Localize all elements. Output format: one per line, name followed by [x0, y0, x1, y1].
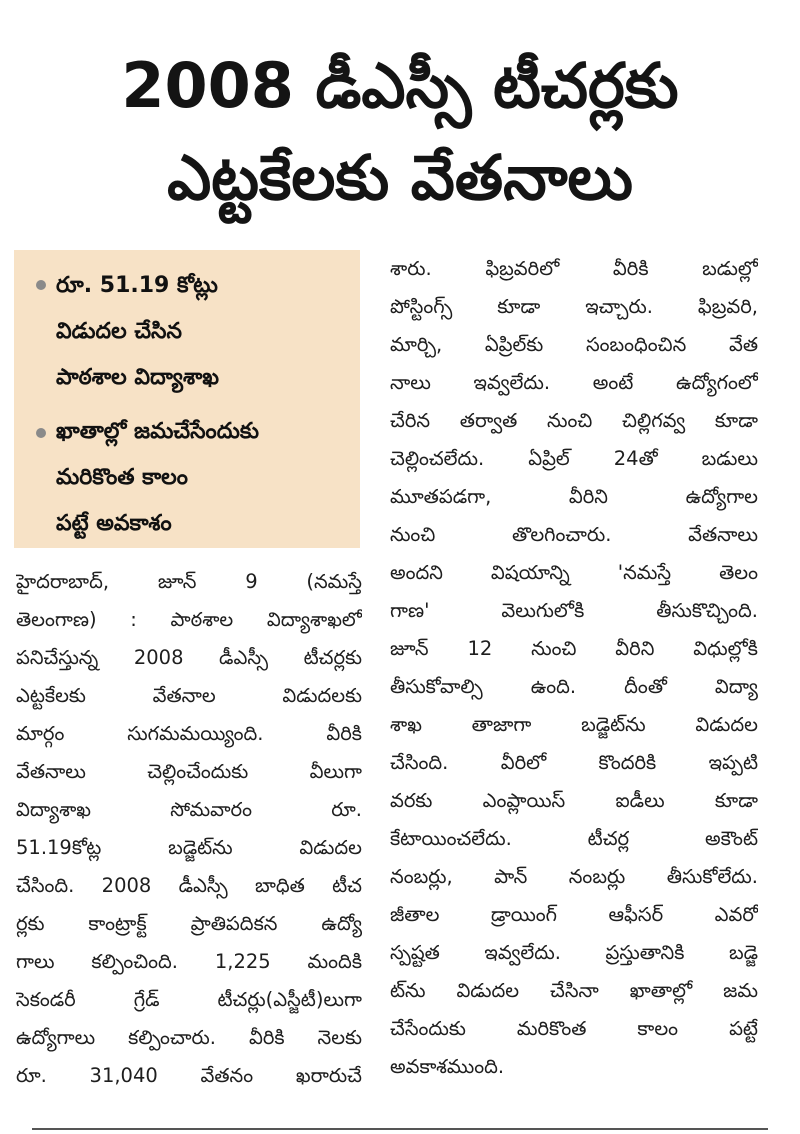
bottom-divider: [32, 1128, 768, 1130]
article-line: నాలు ఇవ్వలేదు. అంటే ఉద్యోగంలో: [390, 371, 758, 394]
highlight-1-line-1: రూ. 51.19 కోట్లు: [56, 273, 218, 298]
article-line: రూ. 31,040 వేతనం ఖరారుచే: [16, 1064, 362, 1087]
article-line: తీసుకోవాల్సి ఉంది. దీంతో విద్యా: [390, 675, 758, 698]
highlight-box: [14, 250, 360, 548]
highlight-1-line-2: విడుదల చేసిన: [56, 319, 182, 344]
article-line: హైదరాబాద్, జూన్ 9 (నమస్తే: [16, 570, 362, 593]
article-line: చేసింది. 2008 డీఎస్సీ బాధిత టీచ: [16, 874, 362, 897]
article-line: జూన్ 12 నుంచి వీరిని విధుల్లోకి: [390, 637, 758, 660]
article-line: శారు. ఫిబ్రవరిలో వీరికి బడుల్లో: [390, 257, 758, 280]
article-line: ట్‌ను విడుదల చేసినా ఖాతాల్లో జమ: [390, 979, 758, 1002]
article-line: మార్గం సుగమమయ్యింది. వీరికి: [16, 722, 362, 745]
article-line: వరకు ఎంప్లాయిస్ ఐడీలు కూడా: [390, 789, 758, 812]
article-line: అందని విషయాన్ని 'నమస్తే తెలం: [390, 561, 758, 584]
article-line: నంబర్లు, పాన్ నంబర్లు తీసుకోలేదు.: [390, 865, 758, 888]
article-line: సెకండరీ గ్రేడ్ టీచర్లు(ఎస్జీటీ)లుగా: [16, 988, 362, 1011]
article-line: ఎట్టకేలకు వేతనాల విడుదలకు: [16, 684, 362, 707]
highlight-1-line-3: పాఠశాల విద్యాశాఖ: [56, 365, 220, 390]
article-line: వేతనాలు చెల్లించేందుకు వీలుగా: [16, 760, 362, 783]
article-line: శాఖ తాజాగా బడ్జెట్‌ను విడుదల: [390, 713, 758, 736]
article-line: చేరిన తర్వాత నుంచి చిల్లిగవ్వ కూడా: [390, 409, 758, 432]
article-line: 51.19కోట్ల బడ్జెట్‌ను విడుదల: [16, 836, 362, 859]
article-line: కేటాయించలేదు. టీచర్ల అకౌంట్: [390, 827, 758, 850]
article-line: పనిచేస్తున్న 2008 డీఎస్సీ టీచర్లకు: [16, 646, 362, 669]
article-line: మార్చి, ఏప్రిల్‌కు సంబంధించిన వేత: [390, 333, 758, 356]
article-line: గాణ' వెలుగులోకి తీసుకొచ్చింది.: [390, 599, 758, 622]
article-line: చెల్లించలేదు. ఏప్రిల్ 24తో బడులు: [390, 447, 758, 470]
article-line: మూతపడగా, వీరిని ఉద్యోగాల: [390, 485, 758, 508]
article-line: ర్లకు కాంట్రాక్ట్ ప్రాతిపదికన ఉద్యో: [16, 912, 362, 935]
article-line: పోస్టింగ్స్ కూడా ఇచ్చారు. ఫిబ్రవరి,: [390, 295, 758, 318]
article-line: తెలంగాణ) : పాఠశాల విద్యాశాఖలో: [16, 608, 362, 631]
article-column-right: [390, 250, 758, 1086]
article-line: స్పష్టత ఇవ్వలేదు. ప్రస్తుతానికి బడ్జె: [390, 941, 758, 964]
bullet-dot-icon: [36, 280, 46, 290]
article-line: జీతాల డ్రాయింగ్ ఆఫీసర్ ఎవరో: [390, 903, 758, 926]
bullet-dot-icon: [36, 428, 46, 438]
article-column-left: [16, 563, 362, 1095]
headline-line-1: 2008 డీఎస్సీ టీచర్లకు: [121, 49, 679, 122]
article-line: చేసేందుకు మరికొంత కాలం పట్టే: [390, 1017, 758, 1040]
article-line: అవకాశముంది.: [390, 1055, 505, 1078]
highlight-2-line-2: మరికొంత కాలం: [56, 465, 188, 490]
article-line: ఉద్యోగాలు కల్పించారు. వీరికి నెలకు: [16, 1026, 362, 1049]
headline-line-2: ఎట్టకేలకు వేతనాలు: [167, 141, 633, 214]
article-line: విద్యాశాఖ సోమవారం రూ.: [16, 798, 362, 821]
headline: [0, 40, 800, 224]
article-line: నుంచి తొలగించారు. వేతనాలు: [390, 523, 758, 546]
article-line: చేసింది. వీరిలో కొందరికి ఇప్పటి: [390, 751, 758, 774]
article-line: గాలు కల్పించింది. 1,225 మందికి: [16, 950, 362, 973]
highlight-2-line-3: పట్టే అవకాశం: [56, 511, 172, 536]
highlight-2-line-1: ఖాతాల్లో జమచేసేందుకు: [56, 419, 259, 444]
